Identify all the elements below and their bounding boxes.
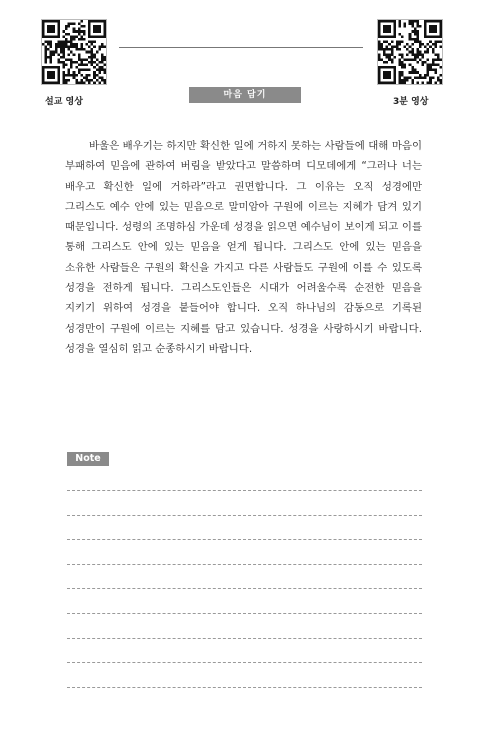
section-title-badge: 마음 담기 [189,87,301,103]
note-line [67,490,422,491]
note-line [67,687,422,688]
note-line [67,564,422,565]
qr-code-right[interactable] [377,19,443,85]
body-paragraph: 바울은 배우기는 하지만 확신한 일에 거하지 못하는 사람들에 대해 마음이 부패하여 믿음에 관하여 버림을 받았다고 말씀하며 디모데에게 “그러나 너는 배우고 확신한 일에 거하라”라고 권면합니다. 그 이유는 오직 성경에만 그리스도 예수 안에 있는 믿음으로 말미암아 구원에 이르는 지혜가 담겨 있기 때문입니다. 성령의 조명하심 가운데 성경을 읽으면 예수님이 보이게 되고 이를 통해 그리스도 안에 있는 믿음을 얻게 됩니다. 그리스도 안에 있는 믿음을 소유한 사람들은 구원의 확신을 가지고 다른 사람들도 구원에 이를 수 있도록 성경을 전하게 됩니다. 그리스도인들은 시대가 어려울수록 순전한 믿음을 지키기 위하여 성경을 붙들어야 합니다. 오직 하나님의 감동으로 기록된 성경만이 구원에 이르는 지혜를 담고 있습니다. 성경을 사랑하시기 바랍니다. 성경을 열심히 읽고 순종하시기 바랍니다. [65,140,422,355]
qr-code-icon [378,20,442,84]
note-line [67,515,422,516]
note-line [67,638,422,639]
note-line [67,588,422,589]
note-badge: Note [67,452,109,466]
note-lines [67,490,422,711]
note-line [67,662,422,663]
note-line [67,539,422,540]
header-rule [119,47,363,48]
qr-code-icon [42,20,106,84]
qr-right-label: 3분 영상 [393,97,429,107]
qr-code-left[interactable] [41,19,107,85]
note-line [67,613,422,614]
qr-left-label: 설교 영상 [45,97,83,107]
